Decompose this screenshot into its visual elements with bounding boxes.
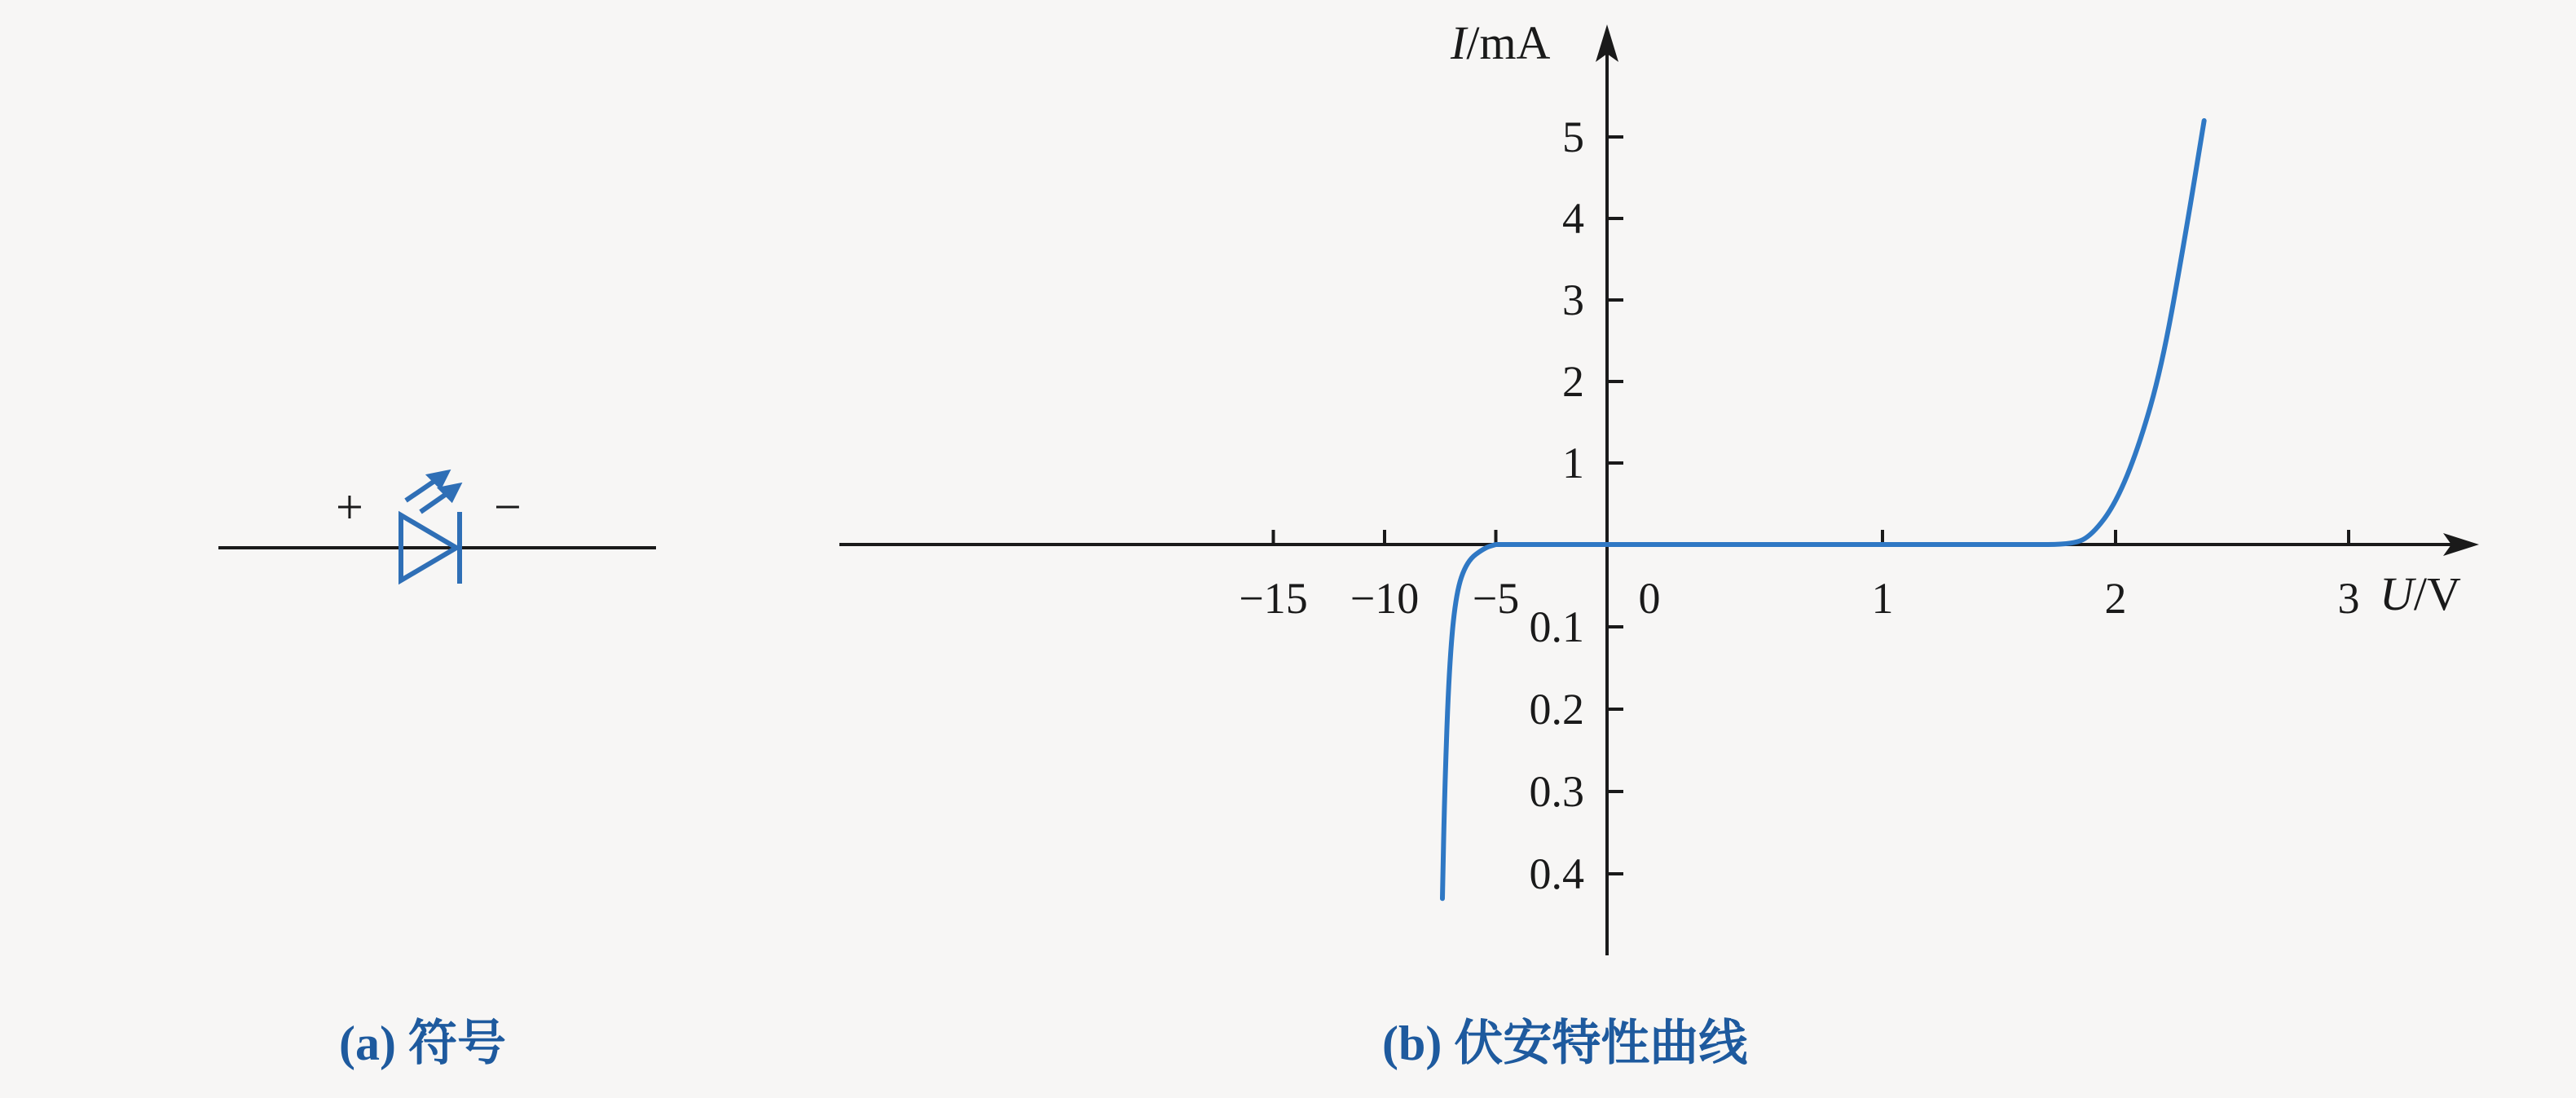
y-tick-label: 3 [1562, 276, 1584, 324]
x-axis-label-unit: /V [2413, 567, 2461, 620]
y-tick-label: 2 [1562, 357, 1584, 406]
chart-panel [839, 16, 2479, 1070]
y-axis-label [1450, 16, 1551, 69]
y-tick-label: 1 [1562, 439, 1584, 487]
x-tick-label: −10 [1350, 574, 1420, 623]
x-tick-label: 2 [2104, 574, 2127, 623]
plus-sign: + [336, 480, 363, 534]
x-axis-label [2380, 567, 2461, 620]
y-axis-label-symbol: I [1451, 16, 1467, 69]
x-tick-label: 0 [1638, 574, 1661, 623]
x-tick-label: 1 [1871, 574, 1894, 623]
y-axis-label-unit: /mA [1466, 16, 1551, 69]
x-axis-label-symbol: U [2380, 567, 2414, 620]
y-tick-label: 0.3 [1529, 767, 1584, 816]
x-tick-label: −15 [1239, 574, 1308, 623]
y-tick-label: 0.2 [1529, 685, 1584, 734]
x-tick-label: 3 [2337, 574, 2360, 623]
axis-ticks [1239, 112, 2359, 898]
chart-caption: (b) 伏安特性曲线 [1382, 1016, 1748, 1070]
led-diode-icon [401, 473, 460, 584]
x-tick-label: −5 [1472, 574, 1520, 623]
y-tick-label: 0.4 [1529, 849, 1584, 898]
symbol-caption: (a) 符号 [339, 1016, 506, 1070]
y-tick-label: 5 [1562, 112, 1584, 161]
minus-sign: − [494, 480, 522, 534]
symbol-panel [218, 473, 656, 1070]
y-tick-label: 4 [1562, 194, 1584, 243]
curve-forward [1649, 121, 2204, 545]
y-tick-label: 0.1 [1529, 602, 1584, 651]
